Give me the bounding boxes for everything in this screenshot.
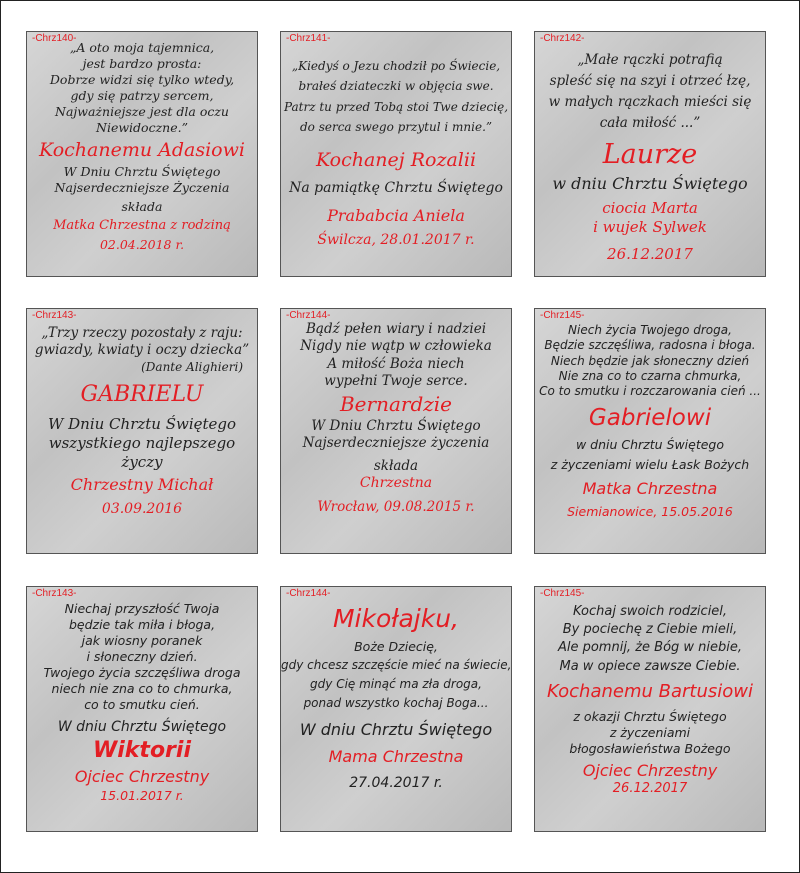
- quote-line: A miłość Boża niech: [327, 355, 465, 372]
- quote-line: gdy chcesz szczęście mieć na świecie,: [281, 658, 512, 673]
- date: 26.12.2017: [607, 245, 693, 264]
- quote-line: cała miłość ...”: [599, 114, 701, 131]
- giver: Matka Chrzestna z rodziną: [53, 218, 231, 234]
- giver: Ojciec Chrzestny: [582, 760, 718, 780]
- plate-chrz145-b: [534, 586, 766, 832]
- plate-code: -Chrz144-: [286, 310, 331, 321]
- quote-line: gwiazdy, kwiaty i oczy dziecka”: [34, 342, 250, 359]
- wish-line: błogosławieństwa Bożego: [569, 740, 731, 756]
- quote-line: gdy się patrzy sercem,: [70, 88, 214, 103]
- quote-line: Niewidoczne.”: [96, 120, 188, 135]
- quote-line: ponad wszystko kochaj Boga...: [303, 695, 489, 710]
- recipient-name: Kochanemu Adasiowi: [39, 139, 245, 161]
- quote-line: gdy Cię minąć ma zła droga,: [310, 676, 482, 691]
- giver: Mama Chrzestna: [328, 746, 464, 766]
- wish-line: W Dniu Chrztu Świętego: [311, 417, 481, 434]
- quote-line: Niech życia Twojego droga,: [568, 323, 732, 337]
- wish-line: Najserdeczniejsze życzenia: [302, 434, 490, 451]
- quote-line: Patrz tu przed Tobą stoi Twe dziecię,: [283, 99, 509, 114]
- plate-chrz143: [26, 308, 258, 554]
- quote-line: Kochaj swoich rodziciel,: [572, 604, 728, 619]
- quote-line: Dobrze widzi się tylko wtedy,: [49, 72, 235, 87]
- quote-line: „A oto moja tajemnica,: [69, 40, 215, 55]
- plate-code: -Chrz141-: [286, 33, 331, 44]
- quote-line: Niechaj przyszłość Twoja: [64, 601, 220, 616]
- quote-line: Boże Dziecię,: [354, 639, 438, 654]
- wish-line: życzy: [121, 453, 163, 472]
- wish-line: z okazji Chrztu Świętego: [573, 708, 727, 724]
- date: Wrocław, 09.08.2015 r.: [317, 499, 475, 516]
- quote-line: Twojego życia szczęśliwa droga: [43, 665, 241, 680]
- giver: i wujek Sylwek: [593, 217, 707, 236]
- giver: Ojciec Chrzestny: [74, 767, 210, 787]
- quote-author: (Dante Alighieri): [141, 359, 243, 374]
- plate-chrz143-b: [26, 586, 258, 832]
- recipient-name: Wiktorii: [92, 737, 191, 763]
- plate-code: -Chrz145-: [540, 310, 585, 321]
- quote-line: niech nie zna co to chmurka,: [51, 681, 233, 696]
- quote-line: Nie zna co to czarna chmurka,: [558, 369, 742, 384]
- wish-line: składa: [373, 458, 419, 475]
- quote-line: Ale pomnij, że Bóg w niebie,: [557, 640, 743, 656]
- quote-line: „Małe rączki potrafią: [577, 52, 723, 68]
- plate-code: -Chrz143-: [32, 310, 77, 321]
- plate-code: -Chrz140-: [32, 33, 77, 44]
- wish-line: wszystkiego najlepszego: [48, 434, 236, 453]
- quote-line: w małych rączkach mieści się: [548, 93, 752, 110]
- recipient-name: GABRIELU: [80, 381, 204, 407]
- plate-code: -Chrz143-: [32, 588, 77, 599]
- quote-line: Co to smutku i rozczarowania cień ...: [539, 384, 761, 399]
- giver: Prababcia Aniela: [327, 205, 465, 225]
- quote-line: spleść się na szyi i otrzeć łzę,: [549, 72, 751, 89]
- giver: Chrzestny Michał: [70, 474, 214, 494]
- giver: Matka Chrzestna: [582, 479, 718, 499]
- wish-line: z życzeniami: [609, 724, 691, 740]
- wish-line: w dniu Chrztu Świętego: [552, 174, 748, 194]
- wish-line: w dniu Chrztu Świętego: [575, 437, 725, 453]
- plate-chrz141: [280, 31, 512, 277]
- date: Siemianowice, 15.05.2016: [567, 503, 733, 519]
- wish-line: z życzeniami wielu Łask Bożych: [550, 457, 750, 473]
- plate-code: -Chrz145-: [540, 588, 585, 599]
- recipient-name: Mikołajku,: [332, 604, 459, 633]
- quote-line: Najważniejsze jest dla oczu: [55, 104, 229, 119]
- quote-line: jest bardzo prosta:: [82, 56, 202, 71]
- recipient-name: Gabrielowi: [588, 404, 712, 431]
- quote-line: Będzie szczęśliwa, radosna i błoga.: [544, 338, 756, 353]
- quote-line: wypełni Twoje serce.: [324, 372, 468, 389]
- quote-line: Ma w opiece zawsze Ciebie.: [559, 658, 741, 674]
- quote-line: będzie tak miła i błoga,: [68, 617, 216, 632]
- date: 03.09.2016: [101, 501, 183, 518]
- giver: Chrzestna: [359, 475, 433, 492]
- quote-line: „Trzy rzeczy pozostały z raju:: [41, 325, 243, 341]
- date: 02.04.2018 r.: [99, 236, 185, 252]
- quote-line: By pociechę z Ciebie mieli,: [562, 622, 738, 638]
- recipient-name: Laurze: [602, 138, 698, 170]
- date: 27.04.2017 r.: [349, 775, 443, 792]
- quote-line: Nigdy nie wątp w człowieka: [300, 338, 492, 355]
- date: Świlcza, 28.01.2017 r.: [317, 232, 475, 249]
- wish-line: Na pamiątkę Chrztu Świętego: [289, 179, 503, 196]
- wish-line: W dniu Chrztu Świętego: [57, 719, 227, 735]
- recipient-name: Kochanej Rozalii: [315, 148, 477, 171]
- plate-chrz142: [534, 31, 766, 277]
- quote-line: i słoneczny dzień.: [86, 649, 198, 664]
- wish-line: składa: [121, 199, 163, 215]
- plate-chrz144: [280, 308, 512, 554]
- quote-line: co to smutku cień.: [84, 697, 200, 712]
- plate-code: -Chrz142-: [540, 33, 585, 44]
- wish-line: W Dniu Chrztu Świętego: [63, 164, 221, 180]
- wish-line: Najserdeczniejsze Życzenia: [54, 180, 230, 196]
- plate-code: -Chrz144-: [286, 588, 331, 599]
- recipient-name: Kochanemu Bartusiowi: [546, 680, 753, 702]
- wish-line: W Dniu Chrztu Świętego: [47, 415, 237, 434]
- quote-line: Bądź pełen wiary i nadziei: [305, 321, 487, 337]
- giver: ciocia Marta: [602, 198, 698, 217]
- plate-chrz145: [534, 308, 766, 554]
- quote-line: „Kiedyś o Jezu chodził po Świecie,: [291, 59, 501, 73]
- plate-chrz140: [26, 31, 258, 277]
- recipient-name: Bernardzie: [339, 392, 453, 417]
- quote-line: jak wiosny poranek: [81, 633, 203, 648]
- plate-chrz144-b: [280, 586, 512, 832]
- quote-line: do serca swego przytul i mnie.”: [299, 120, 493, 135]
- wish-line: W dniu Chrztu Świętego: [299, 720, 493, 740]
- quote-line: Niech będzie jak słoneczny dzień: [550, 353, 750, 368]
- quote-line: brałeś dziateczki w objęcia swe.: [298, 79, 494, 94]
- date: 15.01.2017 r.: [100, 787, 184, 803]
- date: 26.12.2017: [612, 781, 688, 797]
